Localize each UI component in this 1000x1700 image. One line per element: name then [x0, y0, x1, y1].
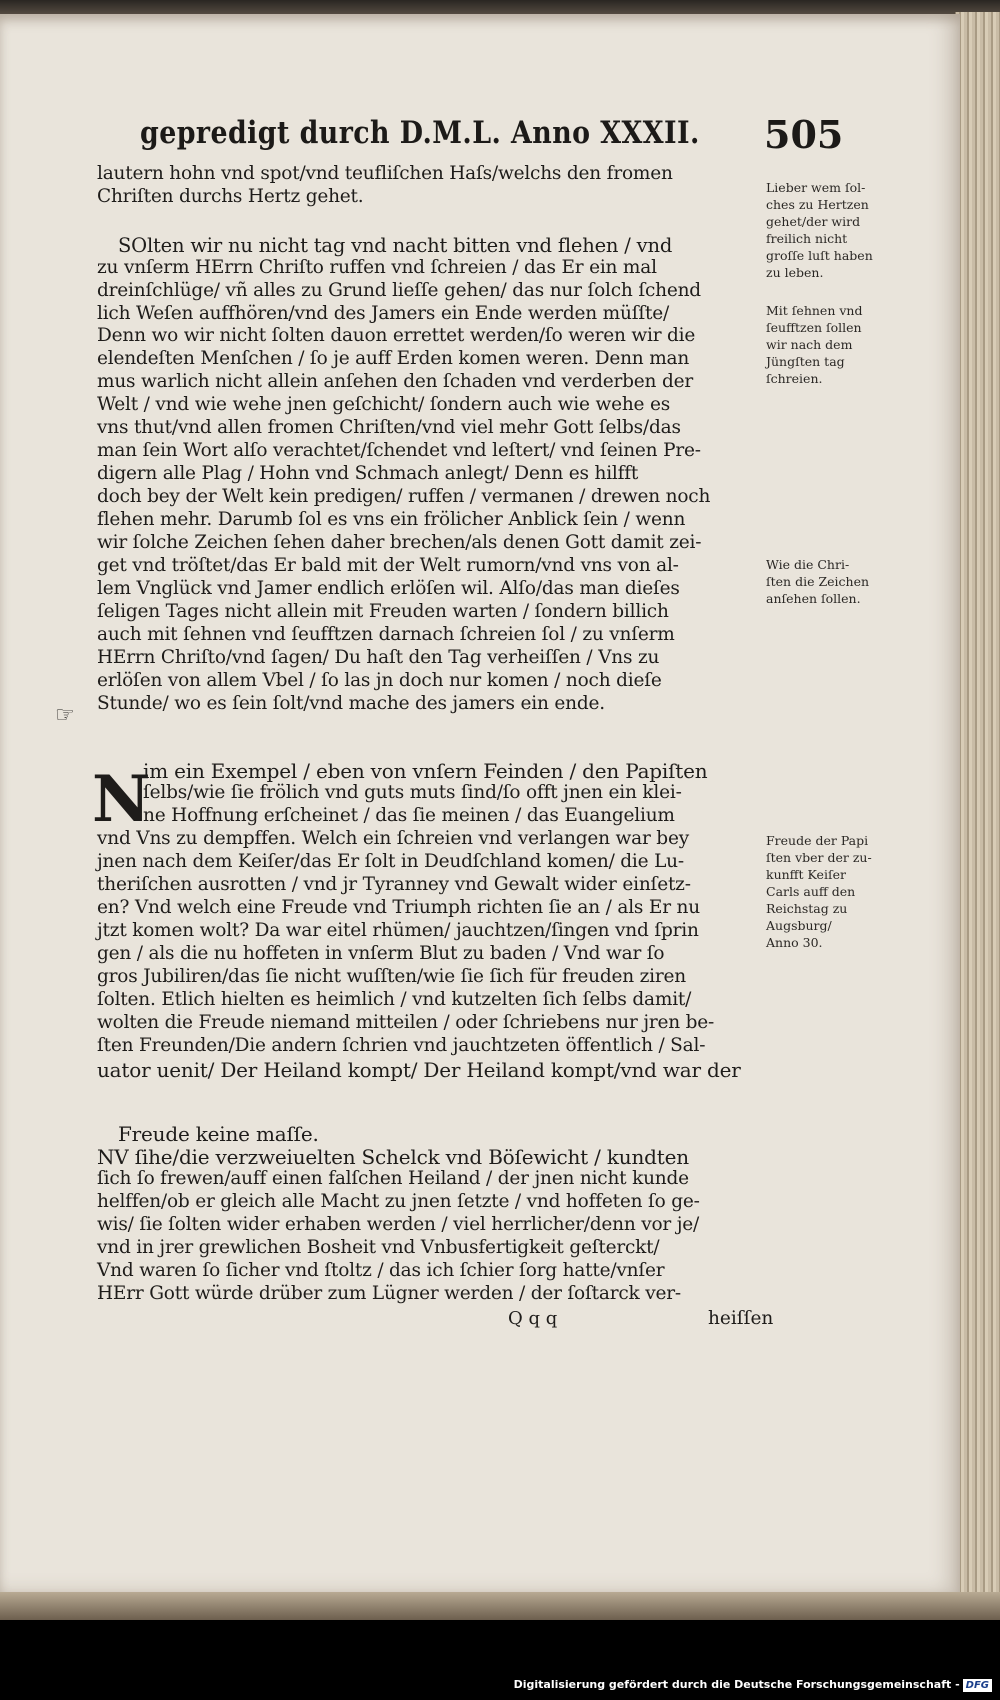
margin-note-line: Reichstag zu [766, 901, 848, 916]
body-line: ſolten. Etlich hielten es heimlich / vnd kutzelten ſich ſelbs damit/ [97, 989, 692, 1010]
page-number: 505 [764, 112, 844, 157]
margin-note-line: zu leben. [766, 265, 824, 280]
margin-note-line: Freude der Papi [766, 833, 869, 848]
body-line: HErrn Chriſto/vnd ſagen/ Du haſt den Tag verheiſſen / Vns zu [97, 647, 660, 668]
margin-note-line: anſehen ſollen. [766, 591, 861, 606]
body-line: dreinſchlüge/ vñ alles zu Grund lieſſe gehen/ das nur ſolch ſchend [97, 280, 701, 301]
signature-mark: Q q q [508, 1308, 558, 1329]
body-line: wis/ ſie ſolten wider erhaben werden / viel herrlicher/denn vor je/ [97, 1214, 700, 1235]
body-line: erlöſen von allem Vbel / ſo las jn doch nur komen / noch dieſe [97, 670, 662, 691]
body-line: gen / als die nu hoffeten in vnſerm Blut zu baden / Vnd war ſo [97, 943, 665, 964]
body-line: NV ſihe/die verzweiuelten Schelck vnd Böſewicht / kundten [97, 1145, 689, 1169]
margin-note-line: gehet/der wird [766, 214, 861, 229]
body-line: ſelbs/wie ſie frölich vnd guts muts ſind/ſo offt jnen ein klei- [143, 782, 682, 803]
book-page-edges [955, 12, 1000, 1602]
body-line: Denn wo wir nicht ſolten dauon errettet werden/ſo weren wir die [97, 325, 696, 346]
body-line: ne Hoffnung erſcheinet / das ſie meinen / das Euangelium [143, 805, 675, 826]
body-line: jtzt komen wolt? Da war eitel rhümen/ jauchtzen/ſingen vnd ſprin [97, 920, 699, 941]
dfg-logo-icon: DFG [963, 1679, 992, 1692]
body-line: theriſchen ausrotten / vnd jr Tyranney vnd Gewalt wider einſetz- [97, 874, 691, 895]
running-head: gepredigt durch D.M.L. Anno XXXII. [140, 115, 700, 151]
body-line: Stunde/ wo es ſein ſolt/vnd mache des jamers ein ende. [97, 693, 605, 714]
body-line: Chriſten durchs Hertz gehet. [97, 186, 364, 207]
body-line: ſeligen Tages nicht allein mit Freuden warten / ſondern billich [97, 601, 669, 622]
body-line: mus warlich nicht allein anſehen den ſchaden vnd verderben der [97, 371, 693, 392]
margin-note-line: ſten vber der zu- [766, 850, 872, 865]
margin-note-line: ſten die Zeichen [766, 574, 870, 589]
body-line: SOlten wir nu nicht tag vnd nacht bitten vnd flehen / vnd [118, 234, 673, 257]
body-line: elendeſten Menſchen / ſo je auff Erden komen weren. Denn man [97, 348, 690, 369]
margin-note-line: Anno 30. [766, 935, 823, 950]
body-line: ſich ſo frewen/auff einen falſchen Heiland / der jnen nicht kunde [97, 1168, 689, 1189]
body-line: vnd in jrer grewlichen Bosheit vnd Vnbusfertigkeit geſterckt/ [97, 1237, 660, 1258]
margin-note-line: groſſe luſt haben [766, 248, 873, 263]
initial-capital: N [92, 762, 151, 837]
body-line: digern alle Plag / Hohn vnd Schmach anlegt/ Denn es hilfft [97, 463, 639, 484]
body-line: vnd Vns zu dempffen. Welch ein ſchreien vnd verlangen war bey [97, 828, 689, 849]
body-line: gros Jubiliren/das ſie nicht wuſſten/wie ſie ſich für freuden ziren [97, 966, 686, 987]
body-line: uator uenit/ Der Heiland kompt/ Der Heiland kompt/vnd war der [97, 1058, 741, 1082]
body-line: Freude keine maſſe. [118, 1122, 319, 1146]
scan-bottom-edge [0, 1592, 1000, 1620]
body-line: lich Weſen auffhören/vnd des Jamers ein Ende werden müſſte/ [97, 303, 670, 324]
margin-note-line: wir nach dem [766, 337, 853, 352]
body-line: helffen/ob er gleich alle Macht zu jnen ſetzte / vnd hoffeten ſo ge- [97, 1191, 700, 1212]
margin-note-line: kunfft Keiſer [766, 867, 846, 882]
footer-credit [514, 1678, 992, 1692]
body-line: wolten die Freude niemand mitteilen / oder ſchriebens nur jren be- [97, 1012, 715, 1033]
body-line: im ein Exempel / eben von vnſern Feinden / den Papiſten [143, 759, 708, 783]
margin-note-line: Augsburg/ [766, 918, 832, 933]
body-line: zu vnſerm HErrn Chriſto ruffen vnd ſchreien / das Er ein mal [97, 257, 657, 278]
margin-note-line: Lieber wem ſol- [766, 180, 866, 195]
body-line: HErr Gott würde drüber zum Lügner werden / der ſoſtarck ver- [97, 1283, 681, 1304]
body-line: lem Vnglück vnd Jamer endlich erlöſen wil. Alſo/das man dieſes [97, 578, 680, 599]
body-line: doch bey der Welt kein predigen/ ruffen / vermanen / drewen noch [97, 486, 711, 507]
body-line: lautern hohn vnd spot/vnd teufliſchen Haſs/welchs den fromen [97, 163, 673, 184]
margin-note-line: Carls auff den [766, 884, 856, 899]
body-line: Welt / vnd wie wehe jnen geſchicht/ ſondern auch wie wehe es [97, 394, 671, 415]
margin-note-line: Mit ſehnen vnd [766, 303, 863, 318]
margin-note-line: Jüngſten tag [766, 354, 845, 369]
body-line: man ſein Wort alſo verachtet/ſchendet vnd leſtert/ vnd ſeinen Pre- [97, 440, 701, 461]
body-line: en? Vnd welch eine Freude vnd Triumph richten ſie an / als Er nu [97, 897, 700, 918]
pointing-hand-icon: ☞ [55, 703, 75, 728]
body-line: auch mit ſehnen vnd ſeufftzen darnach ſchreien ſol / zu vnſerm [97, 624, 675, 645]
body-line: flehen mehr. Darumb ſol es vns ein frölicher Anblick ſein / wenn [97, 509, 686, 530]
body-line: ſten Freunden/Die andern ſchrien vnd jauchtzeten öffentlich / Sal- [97, 1035, 706, 1056]
margin-note-line: ſchreien. [766, 371, 823, 386]
body-line: Vnd waren ſo ſicher vnd ſtoltz / das ich ſchier ſorg hatte/vnſer [97, 1260, 665, 1281]
footer-strip [0, 1620, 1000, 1700]
body-line: wir ſolche Zeichen ſehen daher brechen/als denen Gott damit zei- [97, 532, 702, 553]
body-line: vns thut/vnd allen fromen Chriſten/vnd viel mehr Gott ſelbs/das [97, 417, 681, 438]
catchword: heiſſen [708, 1308, 774, 1329]
footer-credit-text: Digitalisierung gefördert durch die Deutsche Forschungsgemeinschaft - [513, 1678, 960, 1691]
margin-note-line: Wie die Chri- [766, 557, 850, 572]
margin-note-line: ſeufftzen ſollen [766, 320, 862, 335]
body-line: jnen nach dem Keiſer/das Er ſolt in Deudſchland komen/ die Lu- [97, 851, 684, 872]
margin-note-line: ches zu Hertzen [766, 197, 869, 212]
margin-note-line: freilich nicht [766, 231, 848, 246]
body-line: get vnd tröſtet/das Er bald mit der Welt rumorn/vnd vns von al- [97, 555, 679, 576]
